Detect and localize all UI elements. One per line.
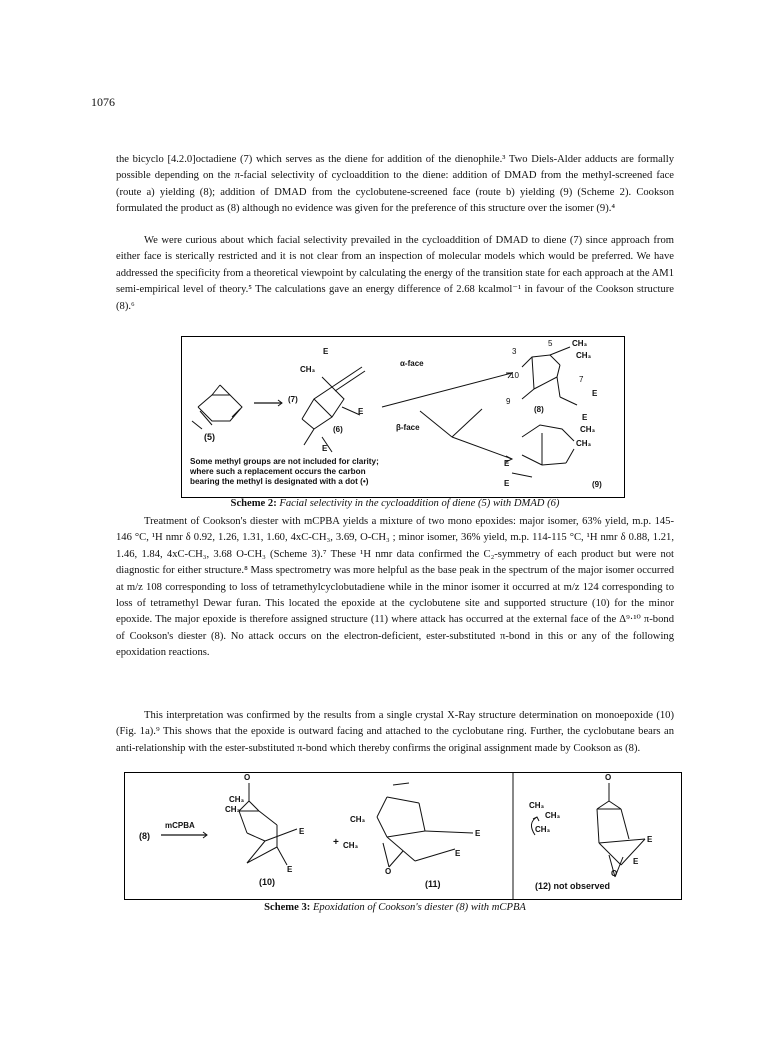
compound-8-label-scheme3: (8) (139, 831, 150, 841)
paragraph-1: the bicyclo [4.2.0]octadiene (7) which serves as the diene for addition of the dienophile.³ Two Diels-Alder adducts are formally possible depending on the π-facial selectivity of cycloaddition to the diene: addition of DMAD from the methyl-screened face (route a) yielding (8); addition of DMAD from the cyclobutene-screened face (route b) yielding (9) (Scheme 2). Cookson formulated the product as (8) although no evidence was given for the preference of this structure over the isomer (9).⁴ (116, 154, 674, 215)
ester-e-12-2: E (633, 857, 639, 866)
paragraph-4: This interpretation was confirmed by the results from a single crystal X-Ray structure determination on monoepoxide (10) (Fig. 1a).⁹ This shows that the epoxide is outward facing and attached to the cyclobutane ring. Further, the cyclobutane bears an anti-relationship with the ester-substituted π-bond which thereby confirms the original assignment made by Cookson as (8). (116, 710, 674, 754)
compound-9-methyl-1: CH₃ (580, 425, 596, 434)
dmad-ester-e: E (323, 347, 329, 356)
position-10-label: 10 (510, 371, 519, 380)
compound-7-label: (7) (288, 395, 298, 404)
scheme-2-figure (181, 336, 625, 498)
position-7-label: 7 (579, 375, 584, 384)
compound-9-label: (9) (592, 480, 602, 489)
compound-8-ester-e-1: E (592, 389, 598, 398)
methyl-10-2: CH₃ (225, 805, 241, 814)
compound-6-label: (6) (333, 425, 343, 434)
methyl-12-3: CH₃ (535, 825, 551, 834)
position-9-label: 9 (506, 397, 511, 406)
paragraph-3: Treatment of Cookson's diester with mCPBA yields a mixture of two mono epoxides: major isomer, 63% yield, m.p. 145-146 °C, ¹H nmr δ 0.92, 1.26, 1.31, 1.60, 4xC-CH₃, 3.69, O-CH₃ ; minor isomer, 36% yield, m.p. 114-115 °C, ¹H nmr δ 0.88, 1.21, 1.46, 1.84, 4xC-CH₃, 3.68 O-CH₃ (Scheme 3).⁷ These ¹H nmr data confirmed the C₂-symmetry of each product but were not diagnostic for either structure.⁸ Mass spectrometry was more helpful as the base peak in the spectrum of the major isomer occurred at m/z 108 corresponding to loss of tetramethylcyclobutadiene while in the minor isomer it occurred at m/z 124 corresponding to loss of tetramethyl Dewar furan. This located the epoxide at the cyclobutene site and supported structure (10) for the minor epoxide. The major epoxide is therefore assigned structure (11) where attack has occurred at the external face of the Δ⁹·¹⁰ π-bond of Cookson's diester (8). No attack occurs on the electron-deficient, ester-substituted π-bond in this or any of the following epoxidation reactions. (116, 516, 674, 659)
ester-e-11-2: E (455, 849, 461, 858)
scheme-3-figure (124, 772, 682, 900)
scheme-3-caption: Scheme 3: Epoxidation of Cookson's diester (8) with mCPBA (264, 902, 526, 913)
dmad-ester-e-2: E (358, 407, 364, 416)
compound-8-methyl-2: CH₃ (576, 351, 592, 360)
plus-sign: + (333, 837, 339, 848)
ester-e-10-1: E (299, 827, 305, 836)
methyl-10-1: CH₃ (229, 795, 245, 804)
beta-face-label: β-face (396, 423, 420, 432)
epoxide-o-10: O (244, 773, 251, 782)
page-number: 1076 (91, 95, 115, 109)
compound-12-label: (12) not observed (535, 881, 611, 891)
paragraph-2: We were curious about which facial selectivity prevailed in the cycloaddition of DMAD to diene (7) since approach from either face is sterically restricted and it is not clear from an inspection of molecular models which would be preferred. We have addressed the specificity from a theoretical viewpoint by calculating the energy of the transition state for each approach at the AM1 semi-empirical level of theory.⁵ The calculations gave an energy difference of 2.68 kcalmol⁻¹ in favour of the Cookson structure (8).⁶ (116, 235, 674, 312)
reagent-label: mCPBA (165, 821, 195, 830)
dmad-ester-e-3: E (322, 444, 328, 453)
compound-8-methyl-1: CH₃ (572, 339, 588, 348)
epoxide-o-12: O (605, 773, 612, 782)
compound-9-ester-e-2: E (504, 479, 510, 488)
epoxide-o-12-bottom: O (611, 869, 618, 878)
alpha-face-label: α-face (400, 359, 424, 368)
position-3-label: 3 (512, 347, 517, 356)
compound-9-methyl-2: CH₃ (576, 439, 592, 448)
compound-8-label: (8) (534, 405, 544, 414)
methyl-12-1: CH₃ (529, 801, 545, 810)
compound-10-label: (10) (259, 877, 276, 887)
position-5-label: 5 (548, 339, 553, 348)
scheme-2-note: Some methyl groups are not included for clarity; where such a replacement occurs the carbon bearing the methyl is designated with a dot (•) (190, 457, 379, 486)
compound-9-ester-e: E (504, 459, 510, 468)
compound-8-ester-e-2: E (582, 413, 588, 422)
epoxide-o-11: O (385, 867, 392, 876)
methyl-11-1: CH₃ (350, 815, 366, 824)
compound-11-label: (11) (425, 879, 441, 889)
compound-5-label: (5) (204, 432, 215, 442)
scheme-2-caption: Scheme 2: Facial selectivity in the cycloaddition of diene (5) with DMAD (6) (230, 498, 560, 509)
ester-e-12-1: E (647, 835, 653, 844)
ester-e-10-2: E (287, 865, 293, 874)
methyl-label: CH₃ (300, 365, 316, 374)
methyl-11-2: CH₃ (343, 841, 359, 850)
ester-e-11-1: E (475, 829, 481, 838)
methyl-12-2: CH₃ (545, 811, 561, 820)
